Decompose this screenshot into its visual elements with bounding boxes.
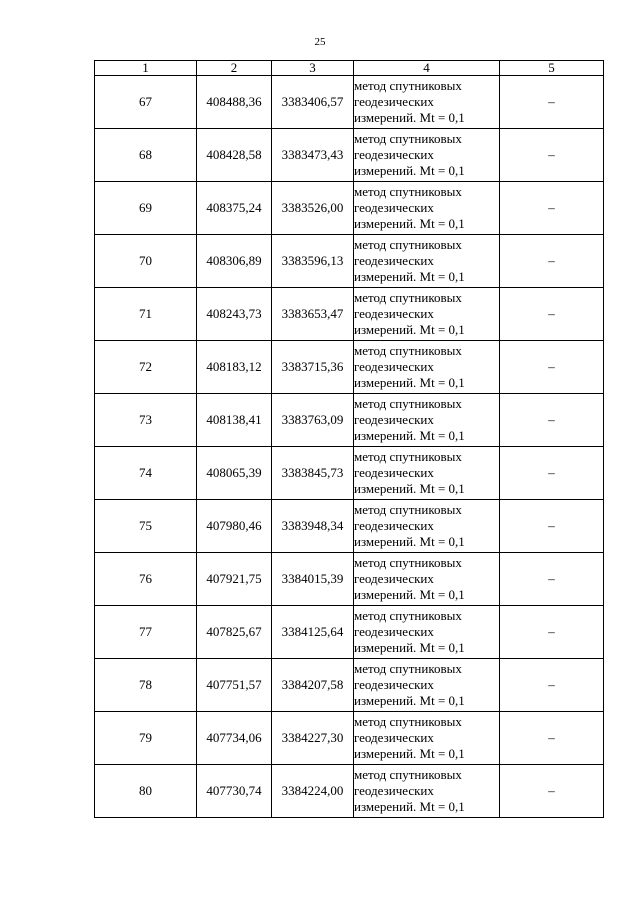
note-cell: – [500,76,604,129]
coordinates-table [94,60,604,818]
coordinate-y-cell: 3383715,36 [272,341,354,394]
coordinate-x-cell: 407980,46 [197,500,272,553]
table-row [95,394,604,447]
note-cell: – [500,553,604,606]
point-number-cell: 68 [95,129,197,182]
note-cell: – [500,235,604,288]
method-cell: метод спутниковых геодезических измерений. Mt = 0,1 [354,235,500,288]
coordinate-x-cell: 408065,39 [197,447,272,500]
coordinate-y-cell: 3383526,00 [272,182,354,235]
point-number-cell: 67 [95,76,197,129]
table-row [95,606,604,659]
method-cell: метод спутниковых геодезических измерений. Mt = 0,1 [354,129,500,182]
point-number-cell: 69 [95,182,197,235]
coordinate-y-cell: 3384227,30 [272,712,354,765]
point-number-cell: 75 [95,500,197,553]
point-number-cell: 80 [95,765,197,818]
point-number-cell: 79 [95,712,197,765]
table-row [95,447,604,500]
method-cell: метод спутниковых геодезических измерений. Mt = 0,1 [354,553,500,606]
column-header-1: 1 [95,61,197,76]
method-cell: метод спутниковых геодезических измерений. Mt = 0,1 [354,76,500,129]
point-number-cell: 71 [95,288,197,341]
method-cell: метод спутниковых геодезических измерений. Mt = 0,1 [354,341,500,394]
note-cell: – [500,129,604,182]
coordinate-x-cell: 407734,06 [197,712,272,765]
table-row [95,129,604,182]
note-cell: – [500,765,604,818]
coordinate-y-cell: 3383845,73 [272,447,354,500]
method-cell: метод спутниковых геодезических измерений. Mt = 0,1 [354,500,500,553]
note-cell: – [500,341,604,394]
note-cell: – [500,712,604,765]
method-cell: метод спутниковых геодезических измерений. Mt = 0,1 [354,659,500,712]
coordinate-x-cell: 408375,24 [197,182,272,235]
note-cell: – [500,182,604,235]
coordinate-y-cell: 3384125,64 [272,606,354,659]
table-row [95,76,604,129]
method-cell: метод спутниковых геодезических измерений. Mt = 0,1 [354,288,500,341]
coordinate-x-cell: 408306,89 [197,235,272,288]
table-body [95,76,604,818]
table-row [95,553,604,606]
table-row [95,765,604,818]
note-cell: – [500,500,604,553]
note-cell: – [500,394,604,447]
note-cell: – [500,659,604,712]
coordinate-y-cell: 3383473,43 [272,129,354,182]
point-number-cell: 73 [95,394,197,447]
method-cell: метод спутниковых геодезических измерений. Mt = 0,1 [354,182,500,235]
method-cell: метод спутниковых геодезических измерений. Mt = 0,1 [354,606,500,659]
header-row [95,61,604,76]
method-cell: метод спутниковых геодезических измерений. Mt = 0,1 [354,394,500,447]
table-header [95,61,604,76]
table-row [95,235,604,288]
point-number-cell: 72 [95,341,197,394]
method-cell: метод спутниковых геодезических измерений. Mt = 0,1 [354,765,500,818]
coordinate-x-cell: 408183,12 [197,341,272,394]
point-number-cell: 70 [95,235,197,288]
coordinate-x-cell: 407825,67 [197,606,272,659]
coordinate-y-cell: 3384207,58 [272,659,354,712]
coordinate-y-cell: 3383653,47 [272,288,354,341]
coordinate-y-cell: 3384015,39 [272,553,354,606]
point-number-cell: 78 [95,659,197,712]
column-header-2: 2 [197,61,272,76]
coordinate-y-cell: 3383948,34 [272,500,354,553]
column-header-3: 3 [272,61,354,76]
coordinate-y-cell: 3384224,00 [272,765,354,818]
coordinate-x-cell: 408488,36 [197,76,272,129]
table-row [95,341,604,394]
coordinate-x-cell: 408428,58 [197,129,272,182]
coordinate-x-cell: 407921,75 [197,553,272,606]
note-cell: – [500,447,604,500]
column-header-5: 5 [500,61,604,76]
coordinate-x-cell: 408138,41 [197,394,272,447]
coordinate-x-cell: 408243,73 [197,288,272,341]
coordinate-y-cell: 3383763,09 [272,394,354,447]
method-cell: метод спутниковых геодезических измерений. Mt = 0,1 [354,447,500,500]
note-cell: – [500,288,604,341]
table-row [95,288,604,341]
coordinate-y-cell: 3383406,57 [272,76,354,129]
coordinate-x-cell: 407751,57 [197,659,272,712]
point-number-cell: 74 [95,447,197,500]
page-number: 25 [314,36,326,48]
point-number-cell: 77 [95,606,197,659]
method-cell: метод спутниковых геодезических измерений. Mt = 0,1 [354,712,500,765]
coordinate-y-cell: 3383596,13 [272,235,354,288]
column-header-4: 4 [354,61,500,76]
table-row [95,659,604,712]
table-row [95,182,604,235]
point-number-cell: 76 [95,553,197,606]
table-row [95,712,604,765]
note-cell: – [500,606,604,659]
coordinate-x-cell: 407730,74 [197,765,272,818]
table-row [95,500,604,553]
